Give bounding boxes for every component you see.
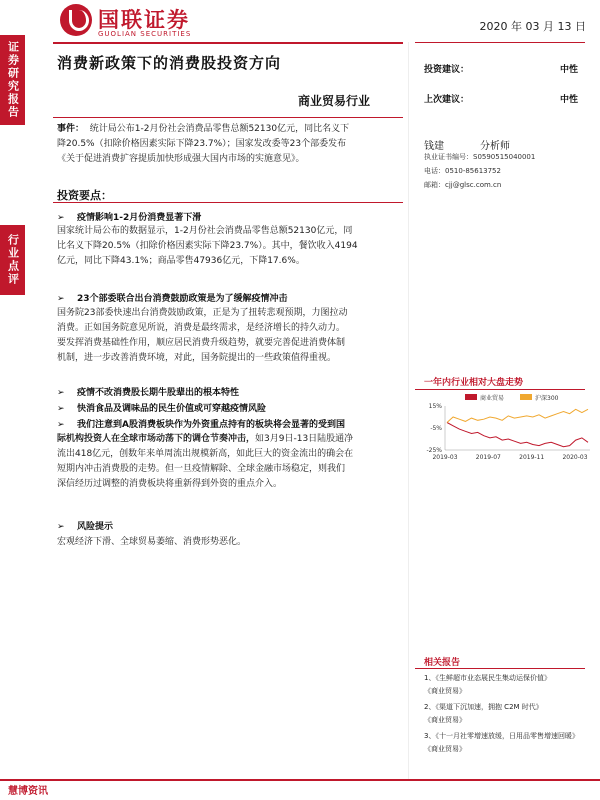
report-date: 2020 年 03 月 13 日: [479, 20, 586, 33]
arrow-bullet-icon: ➢: [57, 213, 65, 223]
event-line-2: 降20.5%（扣除价格因素实际下降23.7%）；国家发改委等23个部委发布: [57, 139, 347, 149]
related-report-category: 《商业贸易》: [424, 716, 466, 724]
y-tick-label: -5%: [430, 425, 442, 432]
page-title: 消费新政策下的消费股投资方向: [57, 54, 282, 72]
series-line: [447, 409, 588, 422]
y-tick-label: -25%: [426, 447, 442, 454]
legend-swatch: [465, 394, 477, 400]
previous-rating-value: 中性: [560, 95, 579, 105]
related-report-item[interactable]: 3、《十一月社零增速放缓，日用品零售增速回暖》: [424, 732, 579, 740]
legend-label: 商业贸易: [480, 395, 505, 402]
y-tick-label: 15%: [428, 403, 442, 410]
x-tick-label: 2019-11: [519, 454, 545, 461]
section-divider: [53, 202, 403, 203]
paragraph: 宏观经济下滑、全球贸易萎缩、消费形势恶化。: [57, 537, 247, 547]
related-report-item[interactable]: 1、《生鲜超市业态展民生集动运保价值》: [424, 674, 551, 682]
chart-title: 一年内行业相对大盘走势: [424, 378, 524, 388]
legend-swatch: [520, 394, 532, 400]
event-line-3: 《关于促进消费扩容提质加快形成强大国内市场的实施意见》。: [57, 154, 305, 164]
related-reports-title: 相关报告: [424, 658, 461, 668]
legend-label: 沪深300: [535, 395, 559, 402]
analyst-email[interactable]: 邮箱：cjj@glsc.com.cn: [424, 181, 502, 189]
event-label: 事件：: [57, 124, 85, 134]
analyst-name: 钱建: [424, 141, 444, 152]
section-tag: 行业点评: [0, 225, 25, 295]
related-report-category: 《商业贸易》: [424, 745, 466, 753]
arrow-bullet-icon: ➢: [57, 294, 65, 304]
logo-text: 国联证券: [98, 8, 190, 32]
arrow-bullet-icon: ➢: [57, 404, 65, 414]
rating-label: 投资建议：: [424, 65, 470, 75]
report-type-tag: 证券研究报告: [0, 35, 25, 125]
relative-performance-chart: [415, 392, 595, 464]
section-heading: 投资要点：: [57, 189, 112, 202]
chart-divider: [415, 389, 585, 390]
bullet-heading: ➢ 疫情影响1-2月份消费显著下滑: [57, 213, 202, 223]
series-line: [447, 423, 588, 447]
related-report-item[interactable]: 2、《渠道下沉加速，拥抱 C2M 时代》: [424, 703, 543, 711]
rating-value: 中性: [560, 65, 579, 75]
bullet-heading: ➢ 23个部委联合出台消费鼓励政策是为了缓解疫情冲击: [57, 294, 288, 304]
logo-subtext: GUOLIAN SECURITIES: [98, 30, 192, 38]
bullet-heading: ➢ 快消食品及调味品的民生价值或可穿越疫情风险: [57, 404, 267, 414]
column-divider: [408, 42, 409, 780]
analyst-phone: 电话：0510-85613752: [424, 167, 501, 175]
event-line-1: 事件： 统计局公布1-2月份社会消费品零售总额52130亿元，同比名义下: [57, 124, 350, 134]
analyst-cert: 执业证书编号：S0590515040001: [424, 153, 536, 161]
arrow-bullet-icon: ➢: [57, 420, 65, 430]
related-report-category: 《商业贸易》: [424, 687, 466, 695]
analyst-role: 分析师: [480, 141, 510, 152]
bullet-heading: ➢ 我们注意到A股消费板块作为外资重点持有的板块将会显著的受到国: [57, 420, 345, 430]
x-tick-label: 2020-03: [562, 454, 588, 461]
logo-icon: [60, 4, 92, 36]
industry-title: 商业贸易行业: [298, 94, 371, 108]
arrow-bullet-icon: ➢: [57, 388, 65, 398]
previous-rating-label: 上次建议：: [424, 95, 470, 105]
arrow-bullet-icon: ➢: [57, 522, 65, 532]
x-tick-label: 2019-07: [475, 454, 501, 461]
bullet-heading: ➢ 疫情不改消费股长期牛股辈出的根本特性: [57, 388, 240, 398]
footer-watermark: 慧博资讯: [8, 786, 48, 797]
title-divider: [53, 117, 403, 118]
bullet-heading: ➢ 风险提示: [57, 522, 114, 532]
related-divider: [415, 668, 585, 669]
footer-divider: [0, 779, 600, 781]
header-divider: [53, 42, 403, 44]
header-divider-right: [415, 42, 585, 43]
paragraph: 国家统计局公布的数据显示，1-2月份社会消费品零售总额52130亿元，同 比名义下降20.5%（扣除价格因素实际下降23.7%）。其中，餐饮收入4194 亿元，同比下降43.1%；商品零售47936亿元，下降17.6%。: [57, 226, 358, 266]
paragraph: 国务院23部委快速出台消费鼓励政策，正是为了扭转悲观预期，力图拉动 消费。正如国务院意见所说，消费是最终需求，是经济增长的持久动力。 要发挥消费基础性作用，顺应居民消费升级趋势，就要完善促进消费体制 机制，进一步改善消费环境，对此，国务院提出的一些政策值得重视。: [57, 308, 348, 363]
paragraph: 际机构投资人在全球市场动荡下的调仓节奏冲击，如3月9日-13日陆股通净 流出418亿元，创数年来单周流出规模新高，如此巨大的资金流出的确会在 短期内冲击消费股的走势。但一旦疫情解除、全球金融市场稳定，则我们 深信经历过调整的消费板块将重新得到外资的重点介入。: [57, 434, 354, 489]
x-tick-label: 2019-03: [432, 454, 458, 461]
event-paragraph: [57, 122, 402, 167]
